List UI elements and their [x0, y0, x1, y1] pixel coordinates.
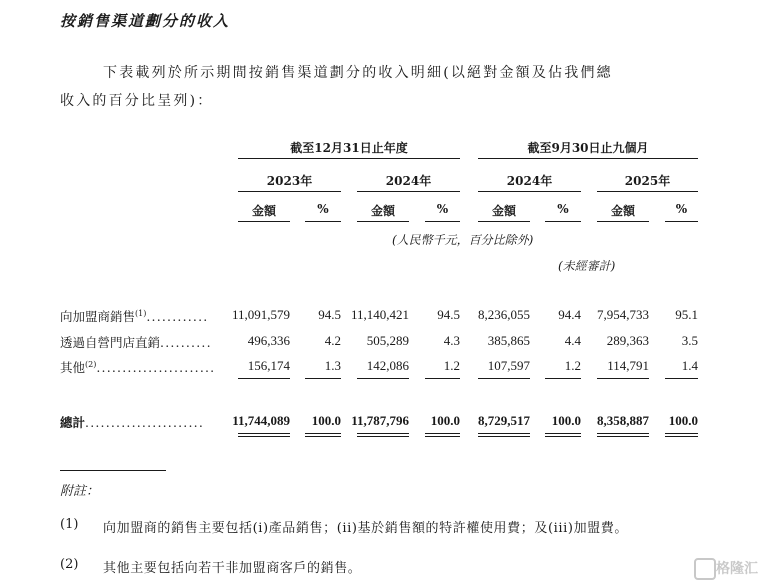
row-label-text: 其他: [60, 360, 86, 375]
cell-value: 7,954,733: [597, 307, 649, 322]
col-amount: 金額: [610, 204, 635, 218]
total-pct: 100.0: [668, 413, 698, 428]
notes-separator: [60, 470, 166, 471]
year-rule: [238, 191, 341, 192]
note-2-number: (2): [60, 557, 79, 572]
total-value: 11,787,796: [351, 413, 409, 428]
note-1-number: (1): [60, 517, 79, 532]
col-rule: [425, 221, 460, 222]
leader-dots: ..........: [160, 335, 212, 350]
total-pct: 100.0: [430, 413, 460, 428]
cell-value: 11,140,421: [350, 307, 409, 322]
subtotal-rule: [357, 378, 409, 379]
note-1-text: 向加盟商的銷售主要包括(i)產品銷售；(ii)基於銷售額的特許權使用費；及(iii)加盟費。: [103, 521, 628, 536]
leader-dots: .......................: [85, 415, 205, 430]
cell-value: 156,174: [247, 358, 290, 373]
row-label-text: 透過自營門店直銷: [60, 335, 161, 350]
group-header-year: 截至12月31日止年度: [290, 141, 408, 155]
notes-title: 附註：: [60, 484, 100, 499]
cell-value: 142,086: [366, 358, 409, 373]
cell-value: 505,289: [366, 333, 409, 348]
unaudited-note: (未經審計): [558, 259, 616, 273]
cell-value: 8,236,055: [478, 307, 530, 322]
col-rule: [545, 221, 581, 222]
row-label-text: 總計: [60, 415, 86, 430]
cell-value: 496,336: [247, 333, 290, 348]
col-rule: [478, 221, 530, 222]
cell-value: 11,091,579: [231, 307, 290, 322]
year-header-2023: 2023年: [266, 174, 313, 188]
cell-pct: 1.2: [564, 358, 581, 373]
total-pct: 100.0: [551, 413, 581, 428]
footnote-ref: (1): [135, 308, 147, 318]
col-rule: [238, 221, 290, 222]
year-rule: [597, 191, 698, 192]
col-amount: 金額: [251, 204, 276, 218]
total-value: 8,729,517: [478, 413, 530, 428]
cell-value: 114,791: [607, 358, 649, 373]
total-value: 8,358,887: [597, 413, 649, 428]
col-rule: [597, 221, 649, 222]
group-header-ninemonths: 截至9月30日止九個月: [527, 141, 649, 155]
total-value: 11,744,089: [232, 413, 290, 428]
section-heading: 按銷售渠道劃分的收入: [60, 12, 231, 30]
row-label-others: [60, 358, 215, 376]
col-pct: %: [436, 202, 449, 216]
subtotal-rule: [597, 378, 649, 379]
group-rule: [238, 158, 460, 159]
year-header-2024-9m: 2024年: [506, 174, 553, 188]
watermark-text: 格隆汇: [716, 561, 758, 577]
total-pct: 100.0: [311, 413, 341, 428]
subtotal-rule: [545, 378, 581, 379]
col-pct: %: [557, 202, 569, 216]
note-2-text: 其他主要包括向若干非加盟商客戶的銷售。: [103, 561, 362, 576]
year-rule: [357, 191, 460, 192]
intro-line-2: 收入的百分比呈列)：: [60, 93, 214, 109]
cell-pct: 1.4: [681, 358, 698, 373]
group-rule: [478, 158, 698, 159]
subtotal-rule: [478, 378, 530, 379]
col-rule: [357, 221, 409, 222]
col-pct: %: [317, 202, 329, 216]
subtotal-rule: [305, 378, 341, 379]
cell-pct: 4.2: [324, 333, 341, 348]
col-pct: %: [675, 202, 688, 216]
cell-pct: 95.1: [675, 307, 698, 322]
cell-pct: 94.5: [318, 307, 341, 322]
leader-dots: ............: [146, 309, 209, 324]
col-rule: [305, 221, 341, 222]
col-rule: [665, 221, 698, 222]
cell-value: 107,597: [487, 358, 530, 373]
subtotal-rule: [425, 378, 460, 379]
cell-pct: 4.4: [564, 333, 581, 348]
subtotal-rule: [665, 378, 698, 379]
cell-value: 385,865: [487, 333, 530, 348]
cell-pct: 94.4: [558, 307, 581, 322]
col-amount: 金額: [491, 204, 516, 218]
year-rule: [478, 191, 581, 192]
leader-dots: .......................: [96, 360, 216, 375]
intro-line-1: 下表載列於所示期間按銷售渠道劃分的收入明細(以絕對金額及佔我們總: [103, 65, 613, 81]
cell-pct: 3.5: [681, 333, 698, 348]
subtotal-rule: [238, 378, 290, 379]
footnote-ref: (2): [85, 359, 97, 369]
cell-value: 289,363: [606, 333, 649, 348]
cell-pct: 94.5: [437, 307, 460, 322]
row-label-self-operated: [60, 333, 212, 351]
year-header-2024: 2024年: [385, 174, 432, 188]
year-header-2025-9m: 2025年: [624, 174, 671, 188]
col-amount: 金額: [370, 204, 395, 218]
watermark-logo-icon: [694, 558, 716, 580]
cell-pct: 4.3: [443, 333, 460, 348]
row-label-text: 向加盟商銷售: [60, 309, 136, 324]
row-label-total: [60, 413, 204, 431]
unit-note: (人民幣千元，百分比除外): [392, 233, 534, 247]
row-label-franchisee: [60, 307, 208, 325]
cell-pct: 1.2: [443, 358, 460, 373]
cell-pct: 1.3: [324, 358, 341, 373]
